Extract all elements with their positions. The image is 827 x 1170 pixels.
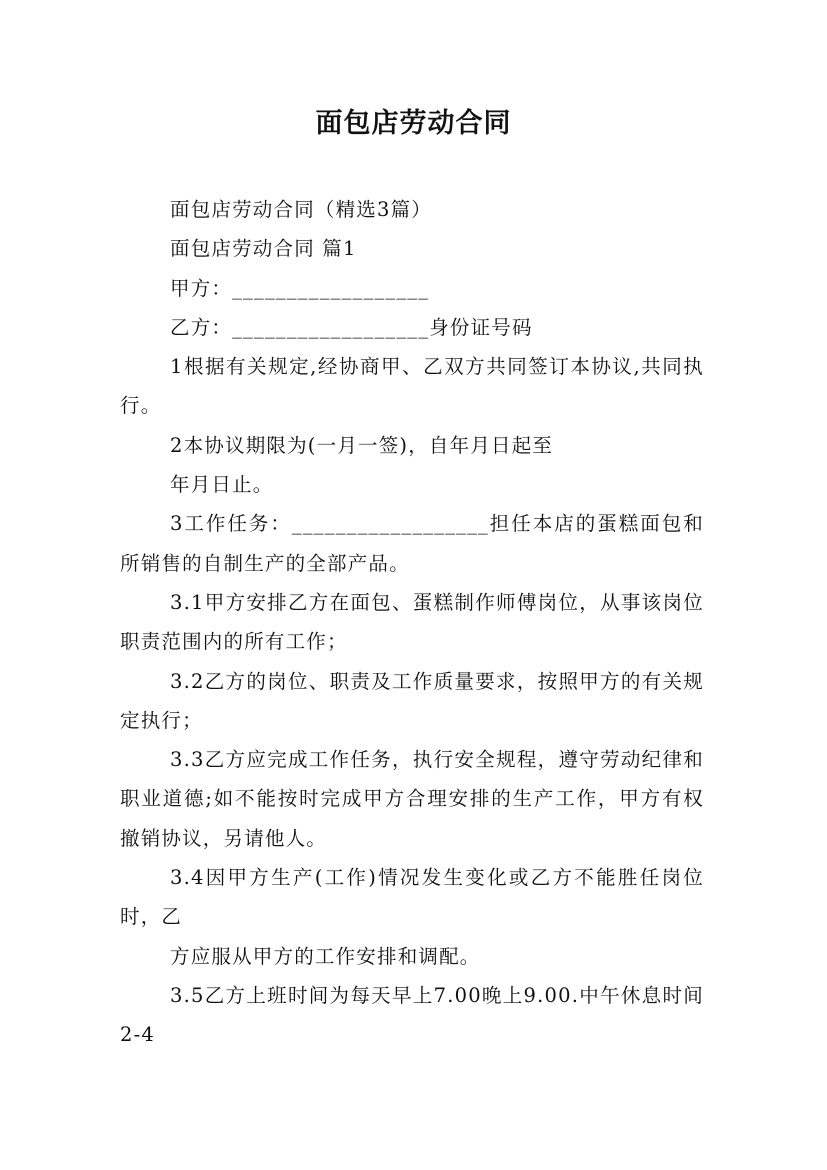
paragraph-clause-3-3: 3.3乙方应完成工作任务，执行安全规程，遵守劳动纪律和职业道德;如不能按时完成甲方合理安排的生产工作，甲方有权撤销协议，另请他人。: [120, 748, 704, 850]
paragraph-clause-3-1: 3.1甲方安排乙方在面包、蛋糕制作师傅岗位，从事该岗位职责范围内的所有工作；: [120, 590, 704, 654]
paragraph-clause-3-2: 3.2乙方的岗位、职责及工作质量要求，按照甲方的有关规定执行；: [120, 669, 704, 732]
paragraph-clause-3-5: 3.5乙方上班时间为每天早上7.00晚上9.00.中午休息时间2-4: [120, 983, 704, 1047]
paragraph-subtitle: 面包店劳动合同（精选3篇）: [170, 198, 433, 221]
document-body: [120, 190, 704, 1055]
paragraph-section-heading: 面包店劳动合同 篇1: [170, 237, 357, 261]
paragraph-clause-3-4-cont: 方应服从甲方的工作安排和调配。: [170, 944, 481, 968]
paragraph-clause-3: 3工作任务：__________________担任本店的蛋糕面包和所销售的自制生产的全部产品。: [120, 512, 704, 575]
document-title: 面包店劳动合同: [315, 108, 512, 139]
paragraph-clause-2-end: 年月日止。: [170, 473, 274, 497]
paragraph-party-a: 甲方：__________________: [170, 276, 430, 300]
paragraph-clause-3-4: 3.4因甲方生产(工作)情况发生变化或乙方不能胜任岗位时，乙: [120, 866, 704, 929]
paragraph-party-b: 乙方：__________________身份证号码: [170, 315, 533, 339]
paragraph-clause-1: 1根据有关规定,经协商甲、乙双方共同签订本协议,共同执行。: [120, 355, 704, 418]
paragraph-clause-2: 2本协议期限为(一月一签)，自年月日起至: [170, 433, 554, 457]
